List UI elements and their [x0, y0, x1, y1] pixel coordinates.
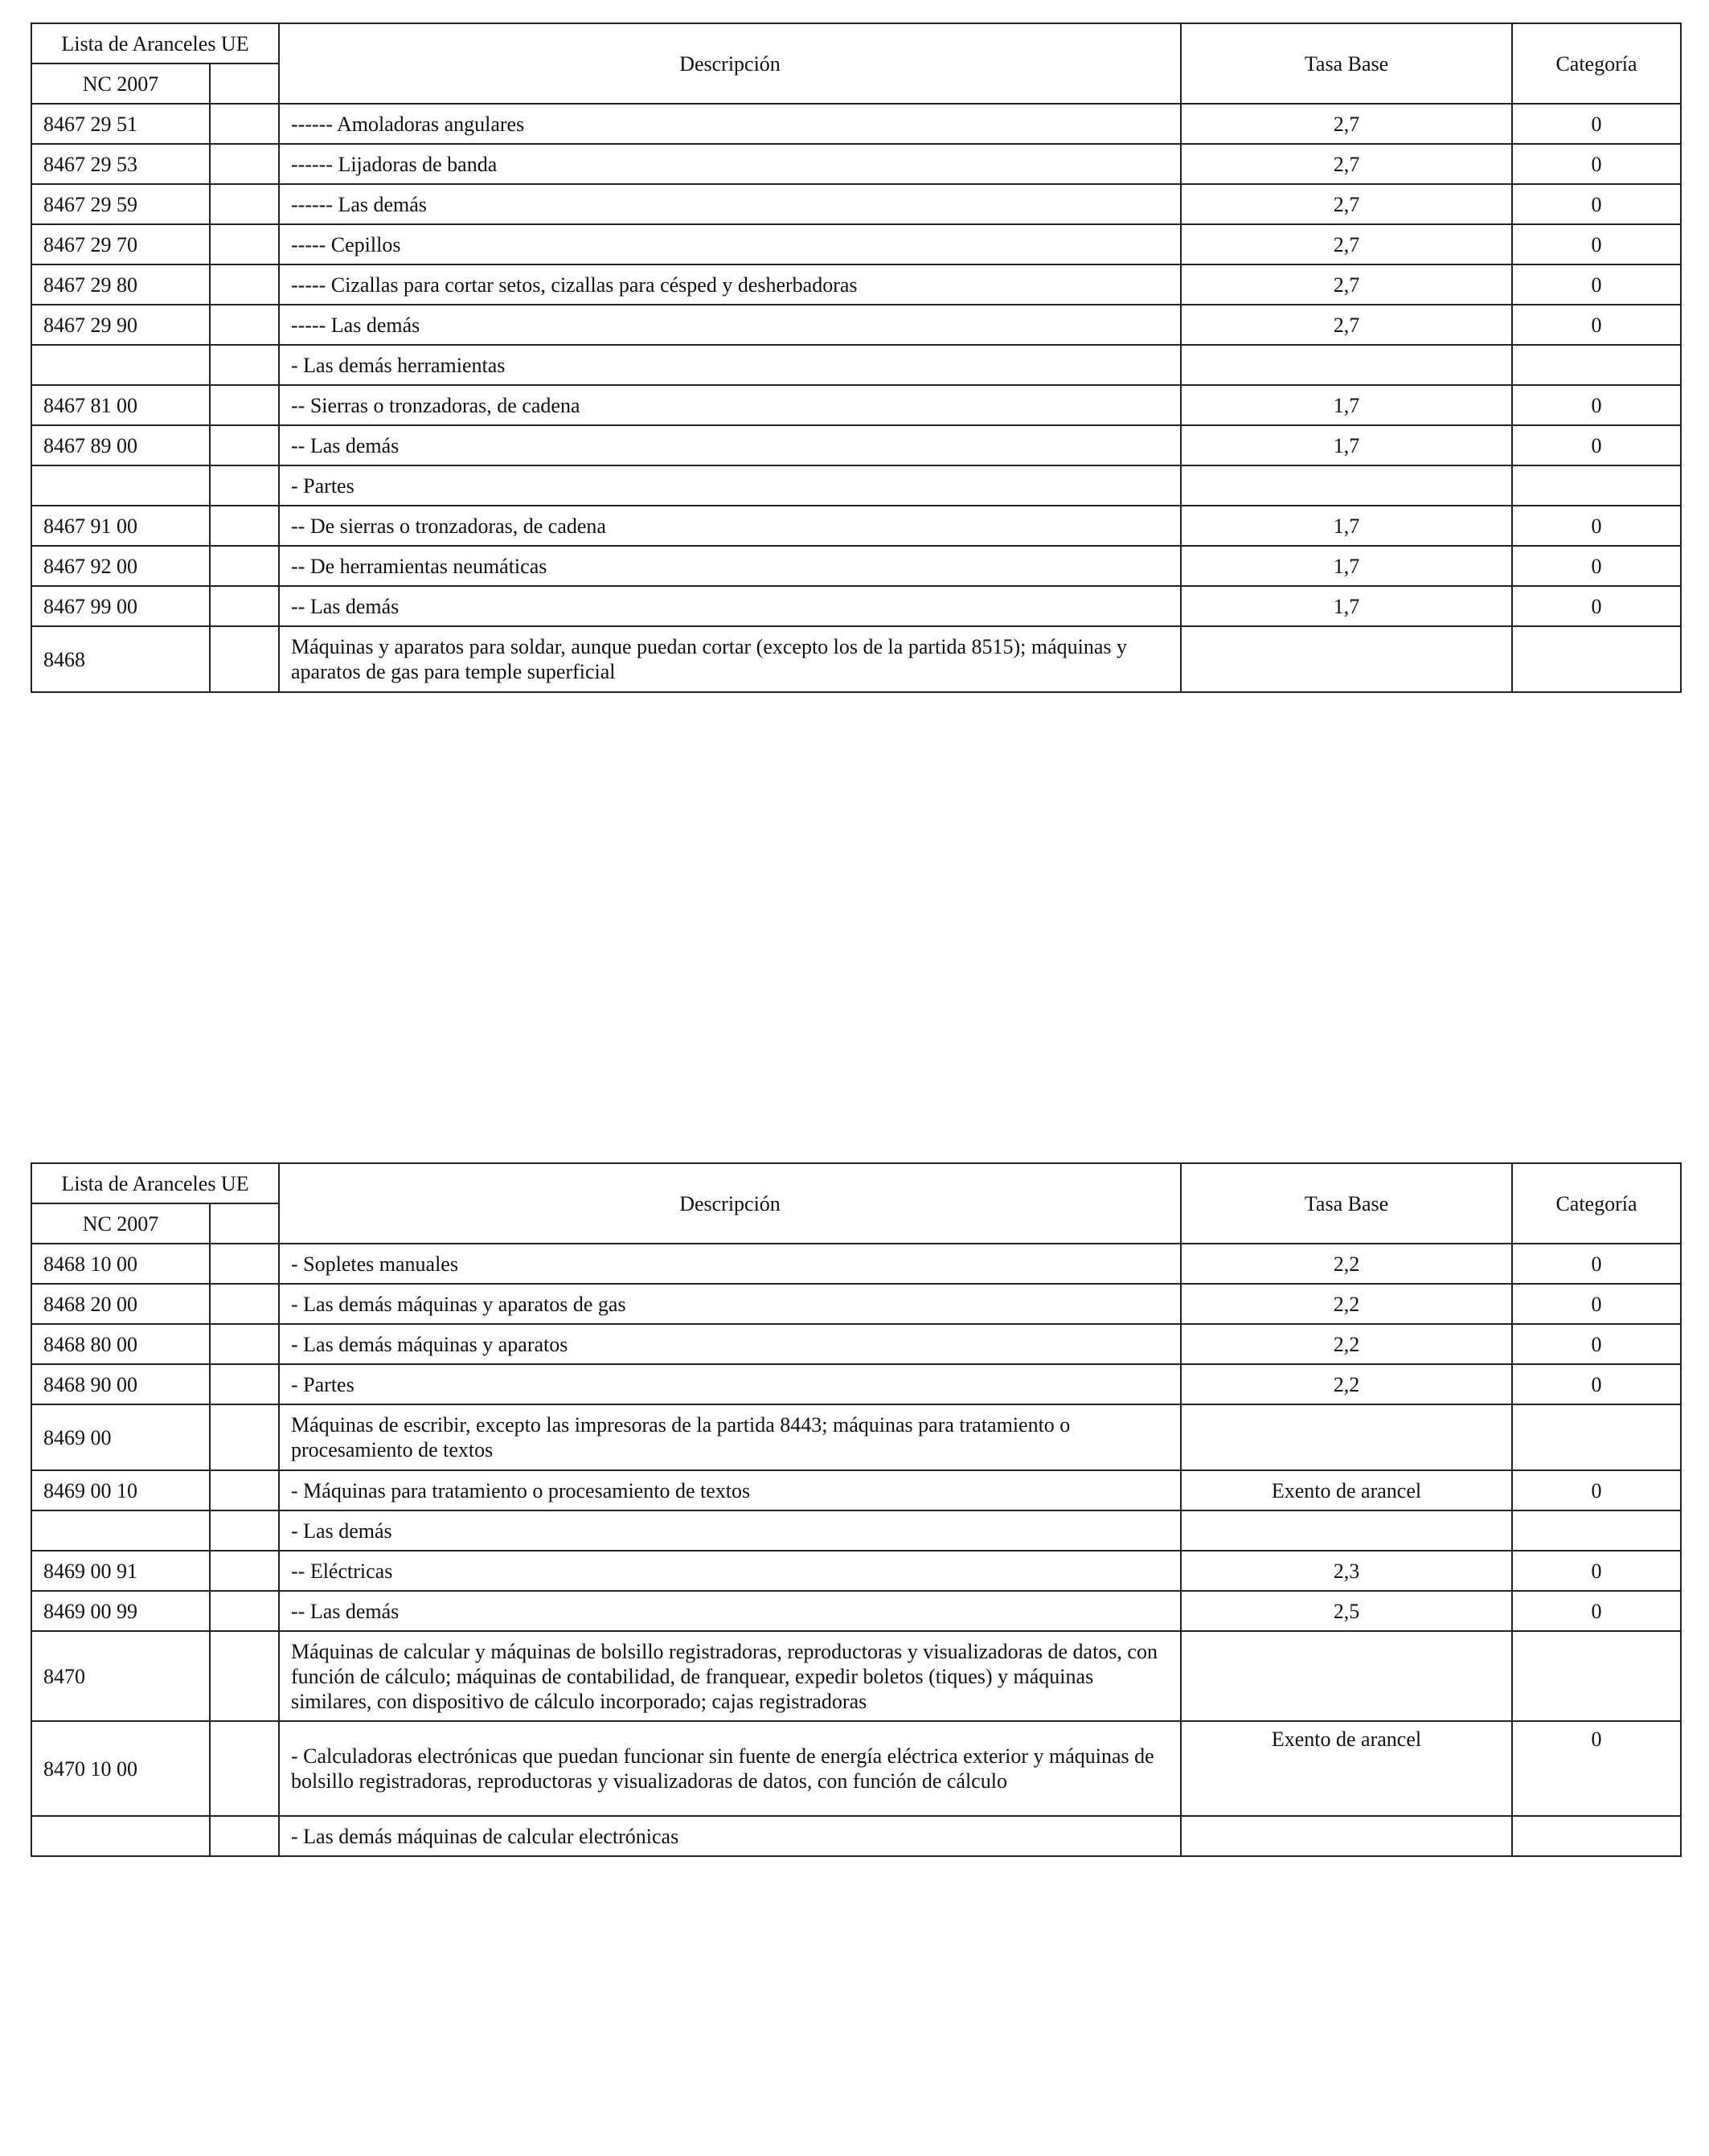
category: 0: [1512, 586, 1681, 626]
table-row: [31, 345, 1681, 385]
base-rate: 2,2: [1181, 1364, 1512, 1404]
category: 0: [1512, 264, 1681, 305]
description: - Las demás herramientas: [279, 345, 1181, 385]
nc-code: 8468 10 00: [31, 1244, 210, 1284]
table-row: [31, 506, 1681, 546]
category: [1512, 465, 1681, 506]
nc-code: 8467 29 70: [31, 224, 210, 264]
nc-code: 8469 00 99: [31, 1591, 210, 1631]
table-row: [31, 104, 1681, 144]
description: - Partes: [279, 1364, 1181, 1404]
header-description: Descripción: [279, 1163, 1181, 1244]
description: Máquinas de calcular y máquinas de bolsillo registradoras, reproductoras y visualizadoras de datos, con función de cálculo; máquinas de contabilidad, de franquear, expedir boletos (tiques) y máquinas similares, con dispositivo de cálculo incorporado; cajas registradoras: [279, 1631, 1181, 1721]
header-blank: [210, 64, 279, 104]
nc-code: 8467 89 00: [31, 425, 210, 465]
table-row: [31, 626, 1681, 692]
category: 0: [1512, 1721, 1681, 1816]
nc-code: 8467 99 00: [31, 586, 210, 626]
table-row: [31, 1591, 1681, 1631]
base-rate: 1,7: [1181, 546, 1512, 586]
description: ------ Las demás: [279, 184, 1181, 224]
table-row: [31, 425, 1681, 465]
table-row: [31, 1510, 1681, 1551]
nc-code: 8469 00: [31, 1404, 210, 1470]
base-rate: 2,7: [1181, 104, 1512, 144]
nc-code: 8467 29 53: [31, 144, 210, 184]
table-row: [31, 1364, 1681, 1404]
table-row: [31, 1284, 1681, 1324]
table-row: [31, 1324, 1681, 1364]
table-row: [31, 1721, 1681, 1816]
description: -- Las demás: [279, 1591, 1181, 1631]
tariff-table-2: [31, 1162, 1682, 1857]
description: ------ Amoladoras angulares: [279, 104, 1181, 144]
header-category: Categoría: [1512, 1163, 1681, 1244]
category: 0: [1512, 104, 1681, 144]
nc-code: 8467 81 00: [31, 385, 210, 425]
nc-code: 8469 00 10: [31, 1470, 210, 1510]
description: - Las demás: [279, 1510, 1181, 1551]
table-row: [31, 144, 1681, 184]
base-rate: Exento de arancel: [1181, 1470, 1512, 1510]
description: - Las demás máquinas y aparatos: [279, 1324, 1181, 1364]
base-rate: [1181, 626, 1512, 692]
category: [1512, 345, 1681, 385]
base-rate: Exento de arancel: [1181, 1721, 1512, 1816]
nc-code: 8468: [31, 626, 210, 692]
category: 0: [1512, 1324, 1681, 1364]
base-rate: 1,7: [1181, 506, 1512, 546]
nc-code: [31, 465, 210, 506]
table-row: [31, 1551, 1681, 1591]
base-rate: [1181, 1816, 1512, 1856]
base-rate: 2,7: [1181, 224, 1512, 264]
description: -- De herramientas neumáticas: [279, 546, 1181, 586]
base-rate: 2,2: [1181, 1244, 1512, 1284]
table-row: [31, 1816, 1681, 1856]
header-category: Categoría: [1512, 23, 1681, 104]
description: ----- Cizallas para cortar setos, cizallas para césped y desherbadoras: [279, 264, 1181, 305]
description: -- Sierras o tronzadoras, de cadena: [279, 385, 1181, 425]
base-rate: 2,7: [1181, 264, 1512, 305]
nc-code: 8467 29 59: [31, 184, 210, 224]
base-rate: 2,7: [1181, 184, 1512, 224]
category: [1512, 626, 1681, 692]
description: - Calculadoras electrónicas que puedan funcionar sin fuente de energía eléctrica exterior y máquinas de bolsillo registradoras, reproductoras y visualizadoras de datos, con función de cálculo: [279, 1721, 1181, 1816]
nc-code: 8469 00 91: [31, 1551, 210, 1591]
table-row: [31, 264, 1681, 305]
nc-code: 8468 80 00: [31, 1324, 210, 1364]
base-rate: 2,5: [1181, 1591, 1512, 1631]
table-row: [31, 224, 1681, 264]
category: [1512, 1631, 1681, 1721]
description: Máquinas de escribir, excepto las impresoras de la partida 8443; máquinas para tratamiento o procesamiento de textos: [279, 1404, 1181, 1470]
tariff-table-1: [31, 23, 1682, 693]
nc-code: 8468 20 00: [31, 1284, 210, 1324]
category: 0: [1512, 1364, 1681, 1404]
description: -- Las demás: [279, 586, 1181, 626]
base-rate: [1181, 1404, 1512, 1470]
header-list: Lista de Aranceles UE: [31, 1163, 279, 1203]
base-rate: [1181, 345, 1512, 385]
category: 0: [1512, 144, 1681, 184]
base-rate: 2,3: [1181, 1551, 1512, 1591]
table-row: [31, 1404, 1681, 1470]
header-list: Lista de Aranceles UE: [31, 23, 279, 64]
nc-code: 8470: [31, 1631, 210, 1721]
category: 0: [1512, 546, 1681, 586]
nc-code: 8468 90 00: [31, 1364, 210, 1404]
header-nc-2007: NC 2007: [31, 1203, 210, 1244]
description: - Sopletes manuales: [279, 1244, 1181, 1284]
base-rate: 2,7: [1181, 305, 1512, 345]
category: [1512, 1816, 1681, 1856]
category: 0: [1512, 425, 1681, 465]
description: -- Eléctricas: [279, 1551, 1181, 1591]
table-row: [31, 465, 1681, 506]
category: [1512, 1510, 1681, 1551]
base-rate: [1181, 1510, 1512, 1551]
description: -- De sierras o tronzadoras, de cadena: [279, 506, 1181, 546]
nc-code: [31, 345, 210, 385]
nc-code: [31, 1510, 210, 1551]
base-rate: 2,2: [1181, 1284, 1512, 1324]
category: 0: [1512, 1244, 1681, 1284]
header-base-rate: Tasa Base: [1181, 1163, 1512, 1244]
table-row: [31, 1631, 1681, 1721]
base-rate: 1,7: [1181, 586, 1512, 626]
nc-code: [31, 1816, 210, 1856]
nc-code: 8467 29 90: [31, 305, 210, 345]
base-rate: [1181, 465, 1512, 506]
category: 0: [1512, 184, 1681, 224]
nc-code: 8467 92 00: [31, 546, 210, 586]
category: 0: [1512, 1284, 1681, 1324]
category: [1512, 1404, 1681, 1470]
nc-code: 8467 29 51: [31, 104, 210, 144]
table-row: [31, 1244, 1681, 1284]
table-row: [31, 184, 1681, 224]
category: 0: [1512, 1591, 1681, 1631]
table-row: [31, 586, 1681, 626]
base-rate: 2,2: [1181, 1324, 1512, 1364]
description: Máquinas y aparatos para soldar, aunque puedan cortar (excepto los de la partida 8515); máquinas y aparatos de gas para temple superficial: [279, 626, 1181, 692]
description: - Máquinas para tratamiento o procesamiento de textos: [279, 1470, 1181, 1510]
nc-code: 8467 29 80: [31, 264, 210, 305]
nc-code: 8467 91 00: [31, 506, 210, 546]
header-description: Descripción: [279, 23, 1181, 104]
table-row: [31, 546, 1681, 586]
table-row: [31, 305, 1681, 345]
table-row: [31, 385, 1681, 425]
description: -- Las demás: [279, 425, 1181, 465]
category: 0: [1512, 224, 1681, 264]
header-nc-2007: NC 2007: [31, 64, 210, 104]
category: 0: [1512, 385, 1681, 425]
category: 0: [1512, 305, 1681, 345]
description: ----- Cepillos: [279, 224, 1181, 264]
base-rate: 1,7: [1181, 425, 1512, 465]
base-rate: 1,7: [1181, 385, 1512, 425]
description: - Las demás máquinas de calcular electrónicas: [279, 1816, 1181, 1856]
base-rate: 2,7: [1181, 144, 1512, 184]
description: - Partes: [279, 465, 1181, 506]
category: 0: [1512, 506, 1681, 546]
nc-code: 8470 10 00: [31, 1721, 210, 1816]
description: - Las demás máquinas y aparatos de gas: [279, 1284, 1181, 1324]
table-row: [31, 1470, 1681, 1510]
description: ----- Las demás: [279, 305, 1181, 345]
header-blank: [210, 1203, 279, 1244]
header-base-rate: Tasa Base: [1181, 23, 1512, 104]
category: 0: [1512, 1551, 1681, 1591]
base-rate: [1181, 1631, 1512, 1721]
category: 0: [1512, 1470, 1681, 1510]
description: ------ Lijadoras de banda: [279, 144, 1181, 184]
